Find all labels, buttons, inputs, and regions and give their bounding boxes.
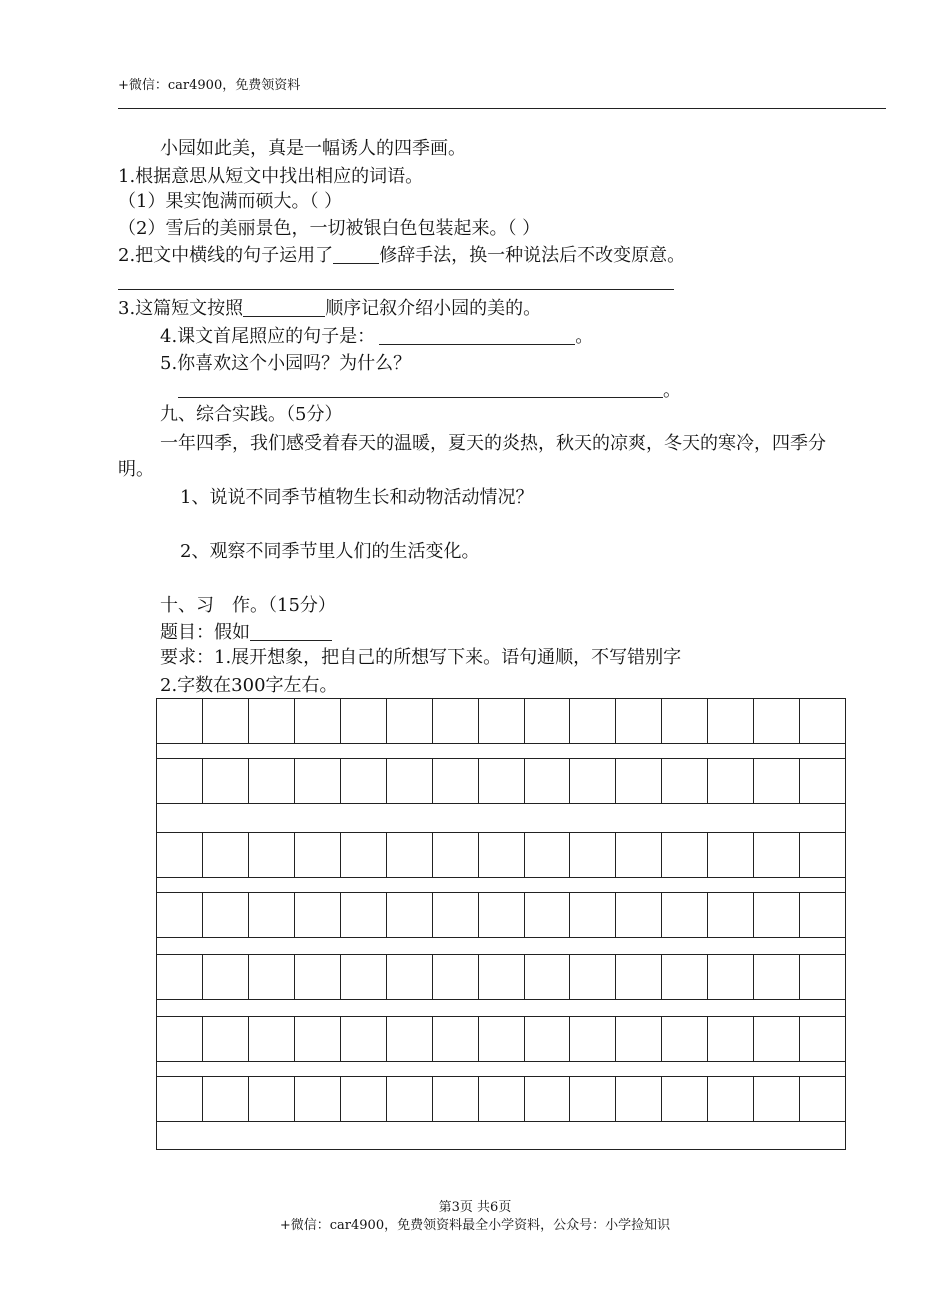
q1-item2: （2）雪后的美丽景色，一切被银白色包装起来。（ ） (118, 218, 541, 239)
page-number: 第3页 共6页 (438, 1200, 512, 1215)
grid-gap (156, 938, 846, 954)
passage-end: 小园如此美，真是一幅诱人的四季画。 (160, 138, 466, 159)
q2-answer-line[interactable] (118, 289, 674, 290)
grid-row[interactable] (156, 954, 846, 1000)
section10-req2: 2.字数在300字左右。 (160, 675, 338, 696)
q2-line (118, 245, 685, 267)
section10-req1: 要求：1.展开想象，把自己的所想写下来。语句通顺，不写错别字 (160, 647, 682, 668)
grid-row[interactable] (156, 1076, 846, 1122)
grid-row[interactable] (156, 698, 846, 744)
section9-paragraph-line2: 明。 (118, 459, 154, 480)
q5-question: 5.你喜欢这个小园吗？为什么？ (160, 353, 412, 374)
q4-before: 4.课文首尾照应的句子是： (160, 326, 376, 347)
grid-row[interactable] (156, 832, 846, 878)
q5-end: 。 (663, 380, 681, 401)
section10-topic: 题目：假如 (160, 622, 250, 643)
section10-title: 十、习 作。（15分） (160, 595, 336, 616)
topic-blank[interactable] (250, 622, 332, 641)
q1-title: 1.根据意思从短文中找出相应的词语。 (118, 166, 424, 187)
q4-line (160, 326, 593, 348)
grid-row[interactable] (156, 758, 846, 804)
section10-topic-line (160, 622, 332, 644)
grid-gap (156, 1000, 846, 1016)
q3-line (118, 298, 541, 320)
grid-gap (156, 1062, 846, 1076)
q3-blank[interactable] (243, 298, 325, 317)
grid-gap (156, 878, 846, 892)
q2-blank[interactable] (333, 245, 379, 264)
q2-before: 2.把文中横线的句子运用了 (118, 245, 334, 266)
header-text: +微信：car4900，免费领资料 (118, 78, 301, 93)
section9-title: 九、综合实践。（5分） (160, 404, 343, 425)
q3-before: 3.这篇短文按照 (118, 298, 244, 319)
footer-text: +微信：car4900，免费领资料最全小学资料，公众号：小学捡知识 (279, 1218, 671, 1233)
section9-item1: 1、说说不同季节植物生长和动物活动情况？ (180, 487, 534, 508)
q4-blank[interactable] (379, 326, 575, 345)
section9-paragraph-line1: 一年四季，我们感受着春天的温暖，夏天的炎热，秋天的凉爽，冬天的寒冷，四季分 (160, 433, 826, 454)
grid-gap (156, 1122, 846, 1150)
grid-row[interactable] (156, 892, 846, 938)
grid-gap (156, 804, 846, 832)
section9-item2: 2、观察不同季节里人们的生活变化。 (180, 541, 480, 562)
q4-after: 。 (575, 326, 594, 347)
grid-gap (156, 744, 846, 758)
q5-answer-line[interactable] (178, 397, 663, 398)
grid-row[interactable] (156, 1016, 846, 1062)
q3-after: 顺序记叙介绍小园的美的。 (325, 298, 542, 319)
q2-after: 修辞手法，换一种说法后不改变原意。 (379, 245, 686, 266)
header-divider (118, 108, 886, 109)
q1-item1: （1）果实饱满而硕大。（ ） (118, 191, 343, 212)
